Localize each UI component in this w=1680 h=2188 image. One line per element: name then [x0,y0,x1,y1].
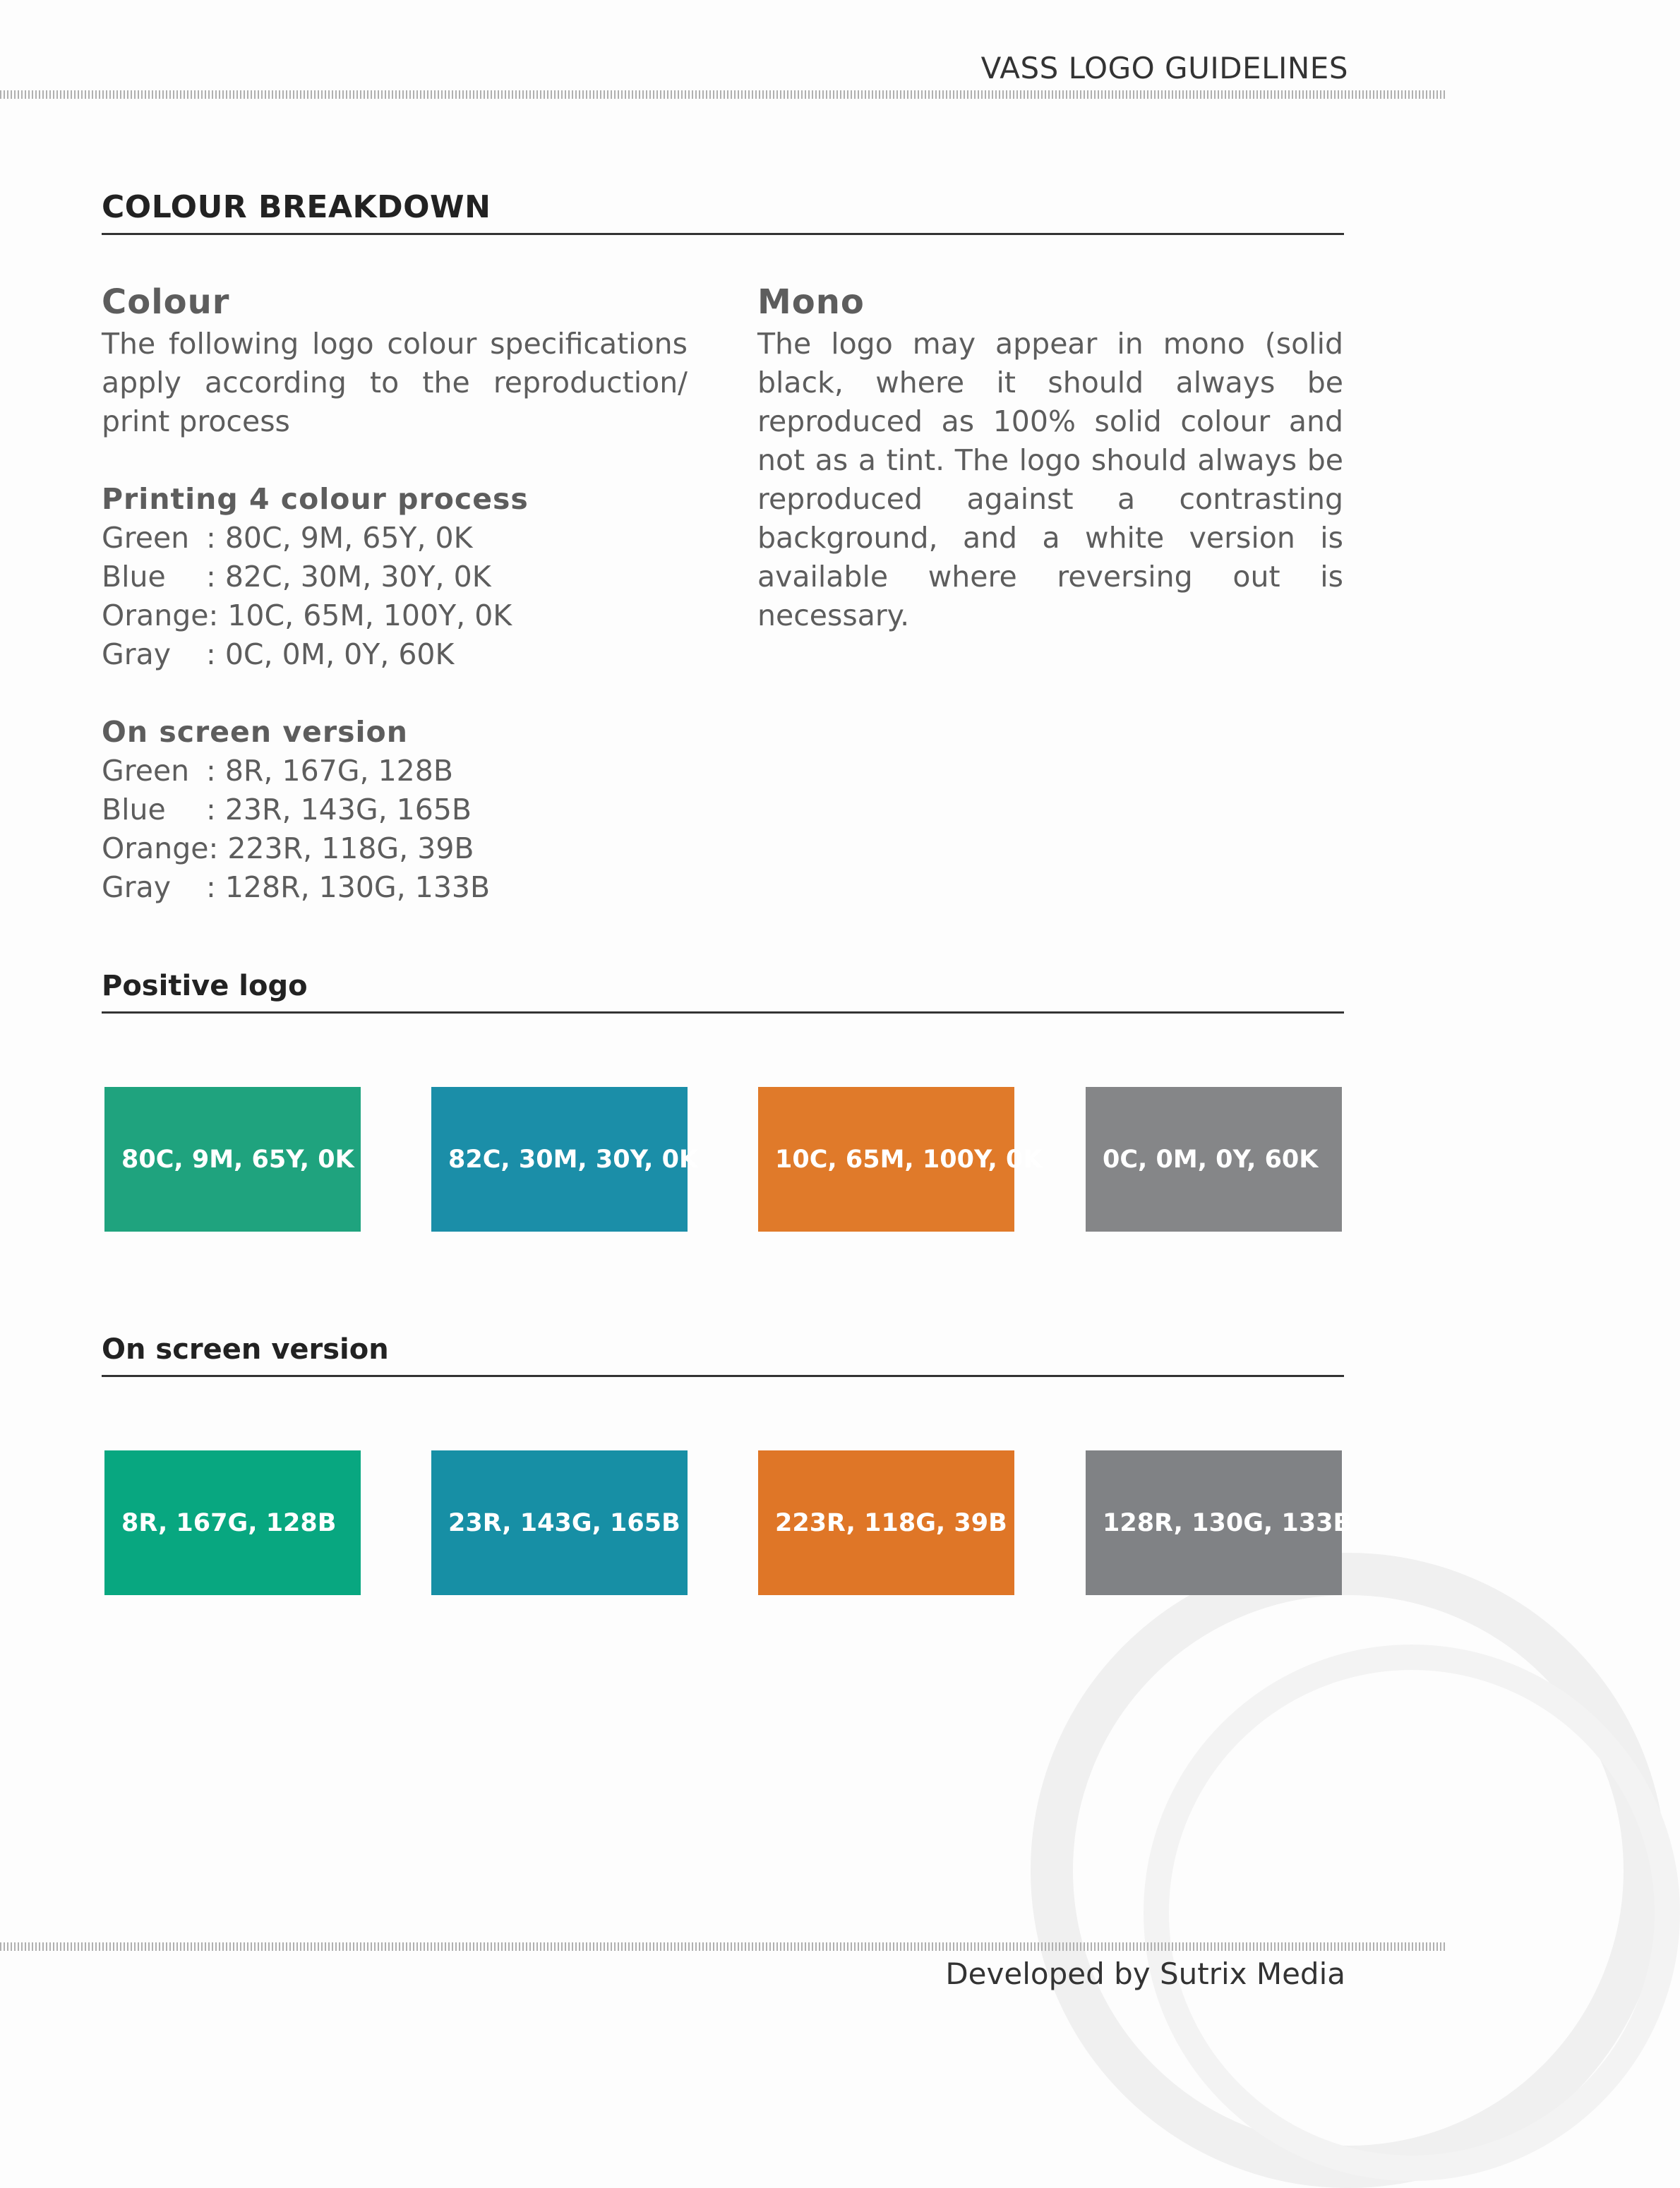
header-ruler [0,90,1446,99]
swatch-label: 10C, 65M, 100Y, 0K [775,1145,1043,1174]
spec-value: : 0C, 0M, 0Y, 60K [206,637,455,671]
swatch-print-gray [1086,1087,1342,1232]
swatch-screen-orange [758,1450,1014,1595]
print-spec-orange [102,596,688,635]
print-heading: Printing 4 colour process [102,482,529,516]
colour-heading: Colour [102,282,230,322]
swatch-label: 80C, 9M, 65Y, 0K [121,1145,354,1174]
mono-column [757,279,1343,635]
swatch-print-orange [758,1087,1043,1232]
swatch-screen-gray [1086,1450,1352,1595]
print-spec-blue [102,558,688,596]
header-title: VASS LOGO GUIDELINES [980,51,1348,85]
swatch-label: 8R, 167G, 128B [121,1508,337,1537]
background-swirl-inner [1144,1645,1680,2181]
print-spec-gray [102,635,688,674]
swatch-label: 128R, 130G, 133B [1103,1508,1352,1537]
spec-label: Orange [102,831,209,865]
section-divider [102,233,1344,235]
spec-label: Gray [102,870,172,904]
swatch-label: 0C, 0M, 0Y, 60K [1103,1145,1319,1174]
screen-spec-list [102,752,688,907]
positive-logo-divider [102,1011,1344,1014]
screen-spec-orange [102,829,688,868]
spec-label: Green [102,754,190,788]
spec-value: : 128R, 130G, 133B [206,870,491,904]
section-title: COLOUR BREAKDOWN [102,189,491,225]
screen-spec-gray [102,868,688,907]
swatch-print-blue [431,1087,699,1232]
spec-value: : 82C, 30M, 30Y, 0K [206,560,491,594]
swatch-label: 82C, 30M, 30Y, 0K [448,1145,699,1174]
print-spec-list [102,519,688,674]
spec-label: Gray [102,637,172,671]
swatch-label: 223R, 118G, 39B [775,1508,1007,1537]
footer-text: Developed by Sutrix Media [945,1956,1345,1991]
spec-value: : 8R, 167G, 128B [206,754,453,788]
spec-value: : 10C, 65M, 100Y, 0K [208,599,512,632]
screen-spec-green [102,752,688,791]
swatch-screen-blue [431,1450,688,1595]
spec-label: Orange [102,599,209,632]
spec-label: Blue [102,793,166,826]
on-screen-title: On screen version [102,1333,389,1366]
footer-ruler [0,1942,1446,1951]
spec-value: : 223R, 118G, 39B [208,831,474,865]
mono-heading: Mono [757,282,865,322]
mono-text: The logo may appear in mono (solid black, where it should always be reproduced as 100% solid colour and not as a tint. The logo should always be reproduced against a contrasting background, and a white version is available where reversing out is necessary. [757,327,1343,632]
colour-column [102,279,688,907]
spec-label: Green [102,521,190,555]
colour-intro: The following logo colour specifications apply according to the reproduction/ print process [102,327,688,438]
swatch-screen-green [104,1450,361,1595]
swatch-label: 23R, 143G, 165B [448,1508,680,1537]
on-screen-divider [102,1375,1344,1377]
screen-spec-blue [102,791,688,829]
spec-value: : 23R, 143G, 165B [206,793,472,826]
spec-value: : 80C, 9M, 65Y, 0K [206,521,473,555]
spec-label: Blue [102,560,166,594]
print-spec-green [102,519,688,558]
screen-heading: On screen version [102,715,408,749]
swatch-print-green [104,1087,361,1232]
positive-logo-title: Positive logo [102,970,308,1002]
